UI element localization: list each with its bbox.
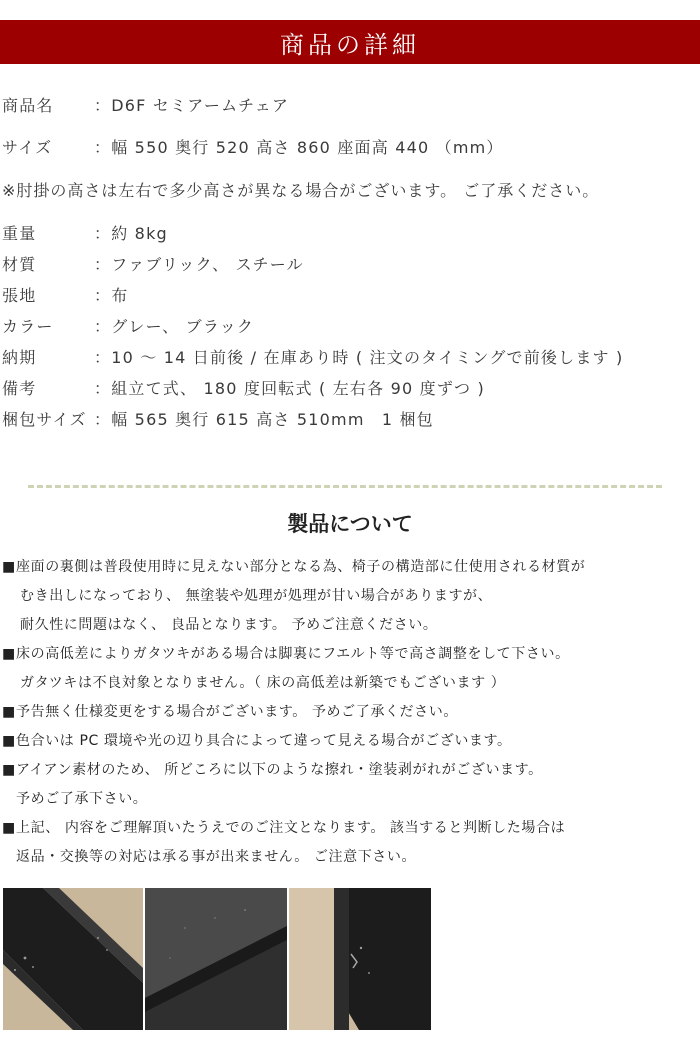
spec-label: カラー (2, 317, 54, 336)
spec-value: ：D6F セミアームチェア (94, 96, 290, 115)
spec-row-material (2, 252, 304, 275)
spec-value: ：幅 565 奥行 615 高さ 510mm 1 梱包 (94, 410, 434, 429)
spec-value: ：グレー、 ブラック (94, 317, 255, 336)
spec-value: ：布 (94, 286, 129, 305)
note-text: アイアン素材のため、 所どころに以下のような擦れ・塗装剥がれがございます。 (16, 762, 543, 778)
spec-row-upholstery (2, 283, 128, 306)
section-header-banner (0, 20, 700, 64)
finish-scuff-photo-2 (145, 888, 287, 1030)
spec-label: 梱包サイズ (2, 410, 87, 429)
square-bullet-icon: ■ (2, 704, 16, 720)
finish-scuff-photo-3 (289, 888, 431, 1030)
note-line (2, 785, 700, 814)
note-line (2, 611, 700, 640)
size-note: ※肘掛の高さは左右で多少高さが異なる場合がございます。 ご了承ください。 (2, 181, 600, 200)
note-text: 返品・交換等の対応は承る事が出来ません。 ご注意下さい。 (16, 849, 417, 865)
spec-value: ：ファブリック、 スチール (94, 255, 304, 274)
spec-value: ：10 ～ 14 日前後 / 在庫あり時 ( 注文のタイミングで前後します ) (94, 348, 624, 367)
note-line (2, 814, 700, 843)
spec-label: 備考 (2, 379, 37, 398)
spec-label: 納期 (2, 348, 37, 367)
spec-row-product-name (2, 93, 289, 116)
spec-label: サイズ (2, 138, 53, 157)
square-bullet-icon: ■ (2, 733, 16, 749)
note-text: むき出しになっており、 無塗装や処理が処理が甘い場合がありますが、 (20, 588, 493, 604)
square-bullet-icon: ■ (2, 762, 16, 778)
square-bullet-icon: ■ (2, 820, 16, 836)
note-line (2, 756, 700, 785)
square-bullet-icon: ■ (2, 646, 16, 662)
product-notes (2, 553, 700, 872)
finish-scuff-photo-1 (3, 888, 143, 1030)
spec-row-weight (2, 221, 168, 244)
about-product-title: 製品について (287, 512, 413, 536)
note-line (2, 640, 700, 669)
spec-label: 商品名 (2, 96, 54, 115)
spec-value: ：組立て式、 180 度回転式 ( 左右各 90 度ずつ ) (94, 379, 485, 398)
note-line (2, 698, 700, 727)
note-line (2, 553, 700, 582)
spec-row-color (2, 314, 254, 337)
spec-value: ：幅 550 奥行 520 高さ 860 座面高 440 （mm） (94, 138, 504, 157)
spec-row-remarks (2, 376, 485, 399)
note-text: 耐久性に問題はなく、 良品となります。 予めご注意ください。 (20, 617, 438, 633)
spec-row-size (2, 135, 504, 158)
spec-label: 重量 (2, 224, 37, 243)
note-text: 予告無く仕様変更をする場合がございます。 予めご了承ください。 (16, 704, 458, 720)
dashed-divider (28, 485, 662, 488)
note-line (2, 843, 700, 872)
note-text: 上記、 内容をご理解頂いたうえでのご注文となります。 該当すると判断した場合は (16, 820, 566, 836)
spec-value: ：約 8kg (94, 224, 168, 243)
section-title: 商品の詳細 (280, 30, 420, 59)
note-line (2, 669, 700, 698)
spec-label: 張地 (2, 286, 37, 305)
note-text: 床の高低差によりガタツキがある場合は脚裏にフエルト等で高さ調整をして下さい。 (16, 646, 570, 662)
spec-label: 材質 (2, 255, 37, 274)
note-text: ガタツキは不良対象となりません。（ 床の高低差は新築でもございます ） (20, 675, 506, 691)
note-line (2, 582, 700, 611)
note-text: 座面の裏側は普段使用時に見えない部分となる為、椅子の構造部に仕使用される材質が (16, 559, 586, 575)
finish-photo-strip (3, 888, 431, 1030)
note-line (2, 727, 700, 756)
square-bullet-icon: ■ (2, 559, 16, 575)
spec-row-delivery (2, 345, 623, 368)
note-text: 色合いは PC 環境や光の辺り具合によって違って見える場合がございます。 (16, 733, 512, 749)
spec-row-package-size (2, 407, 434, 430)
note-text: 予めご了承下さい。 (16, 791, 148, 807)
